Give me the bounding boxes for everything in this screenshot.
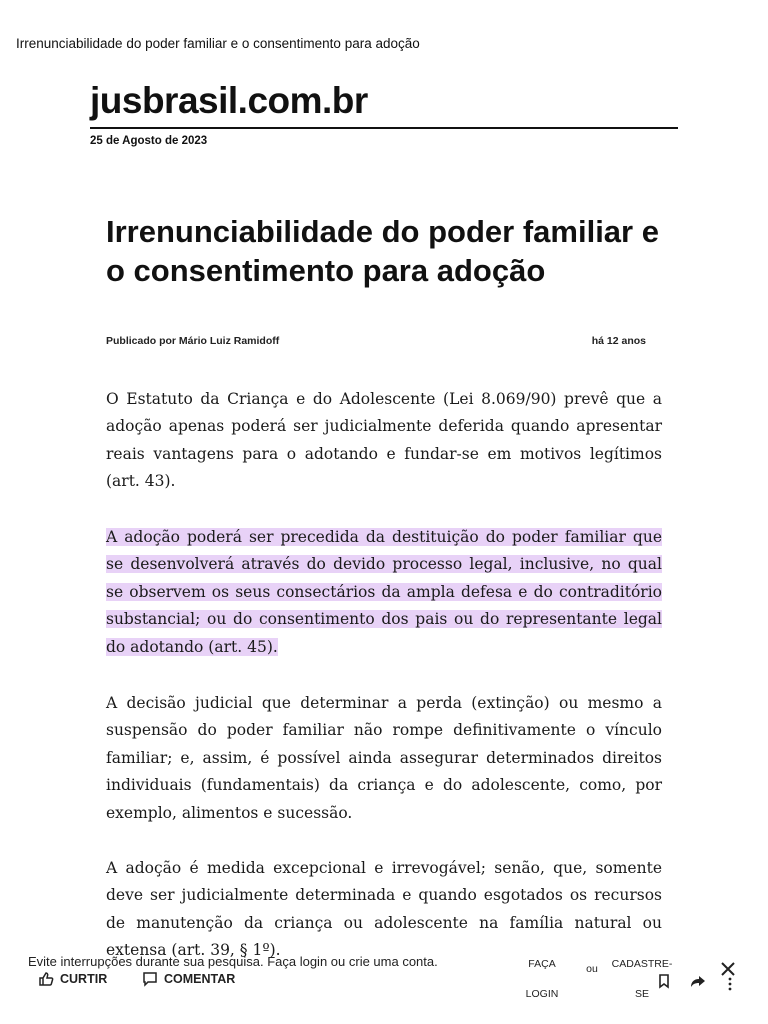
paragraph: O Estatuto da Criança e do Adolescente (Lei 8.069/90) prevê que a adoção apenas poderá ser judicialmente deferida quando apresentar reais vantagens para o adotando e fundar-se em motivos legítimos (art. 43).	[106, 390, 662, 491]
paragraph: A adoção é medida excepcional e irrevogável; senão, que, somente deve ser judicialmente determinada e quando esgotados os recursos de manutenção da criança ou adolescente na família natural ou extensa (art. 39, § 1º).	[106, 859, 662, 960]
bottom-bar	[0, 945, 768, 1024]
more-options-icon[interactable]	[727, 977, 733, 993]
close-icon[interactable]	[720, 961, 736, 977]
site-name[interactable]: jusbrasil.com.br	[90, 80, 368, 121]
login-link[interactable]: FAÇA LOGIN	[525, 958, 559, 1000]
like-label: CURTIR	[60, 972, 108, 986]
comment-button[interactable]	[142, 971, 235, 987]
comment-label: COMENTAR	[164, 972, 236, 986]
or-text: ou	[586, 963, 598, 975]
bookmark-icon[interactable]	[656, 973, 672, 989]
header-divider	[90, 127, 678, 129]
highlight: A adoção poderá ser precedida da destituição do poder familiar que se desenvolverá através do devido processo legal, inclusive, no qual se observem os seus consectários da ampla defesa e do contraditório substancial; ou do consentimento dos pais ou do representante legal do adotando (art. 45).	[106, 528, 662, 656]
article-title: Irrenunciabilidade do poder familiar e o consentimento para adoção	[106, 214, 659, 288]
like-button[interactable]	[38, 971, 107, 987]
publication-date: 25 de Agosto de 2023	[90, 135, 208, 147]
paragraph: A decisão judicial que determinar a perda (extinção) ou mesmo a suspensão do poder familiar não rompe definitivamente o vínculo familiar; e, assim, é possível ainda assegurar determinados direitos individuais (fundamentais) da criança e do adolescente, como, por exemplo, alimentos e sucessão.	[106, 694, 662, 822]
login-prompt: Evite interrupções durante sua pesquisa. Faça login ou crie uma conta.	[28, 954, 438, 969]
highlighted-paragraph	[106, 524, 662, 661]
signup-link[interactable]: CADASTRE-SE	[611, 958, 673, 1000]
document-title: Irrenunciabilidade do poder familiar e o consentimento para adoção	[16, 36, 420, 51]
author-line[interactable]: Publicado por Mário Luiz Ramidoff	[106, 335, 280, 347]
share-icon[interactable]	[690, 973, 706, 989]
article-age: há 12 anos	[591, 335, 646, 347]
thumbs-up-icon	[38, 971, 54, 987]
comment-icon	[142, 971, 158, 987]
byline	[106, 335, 646, 347]
